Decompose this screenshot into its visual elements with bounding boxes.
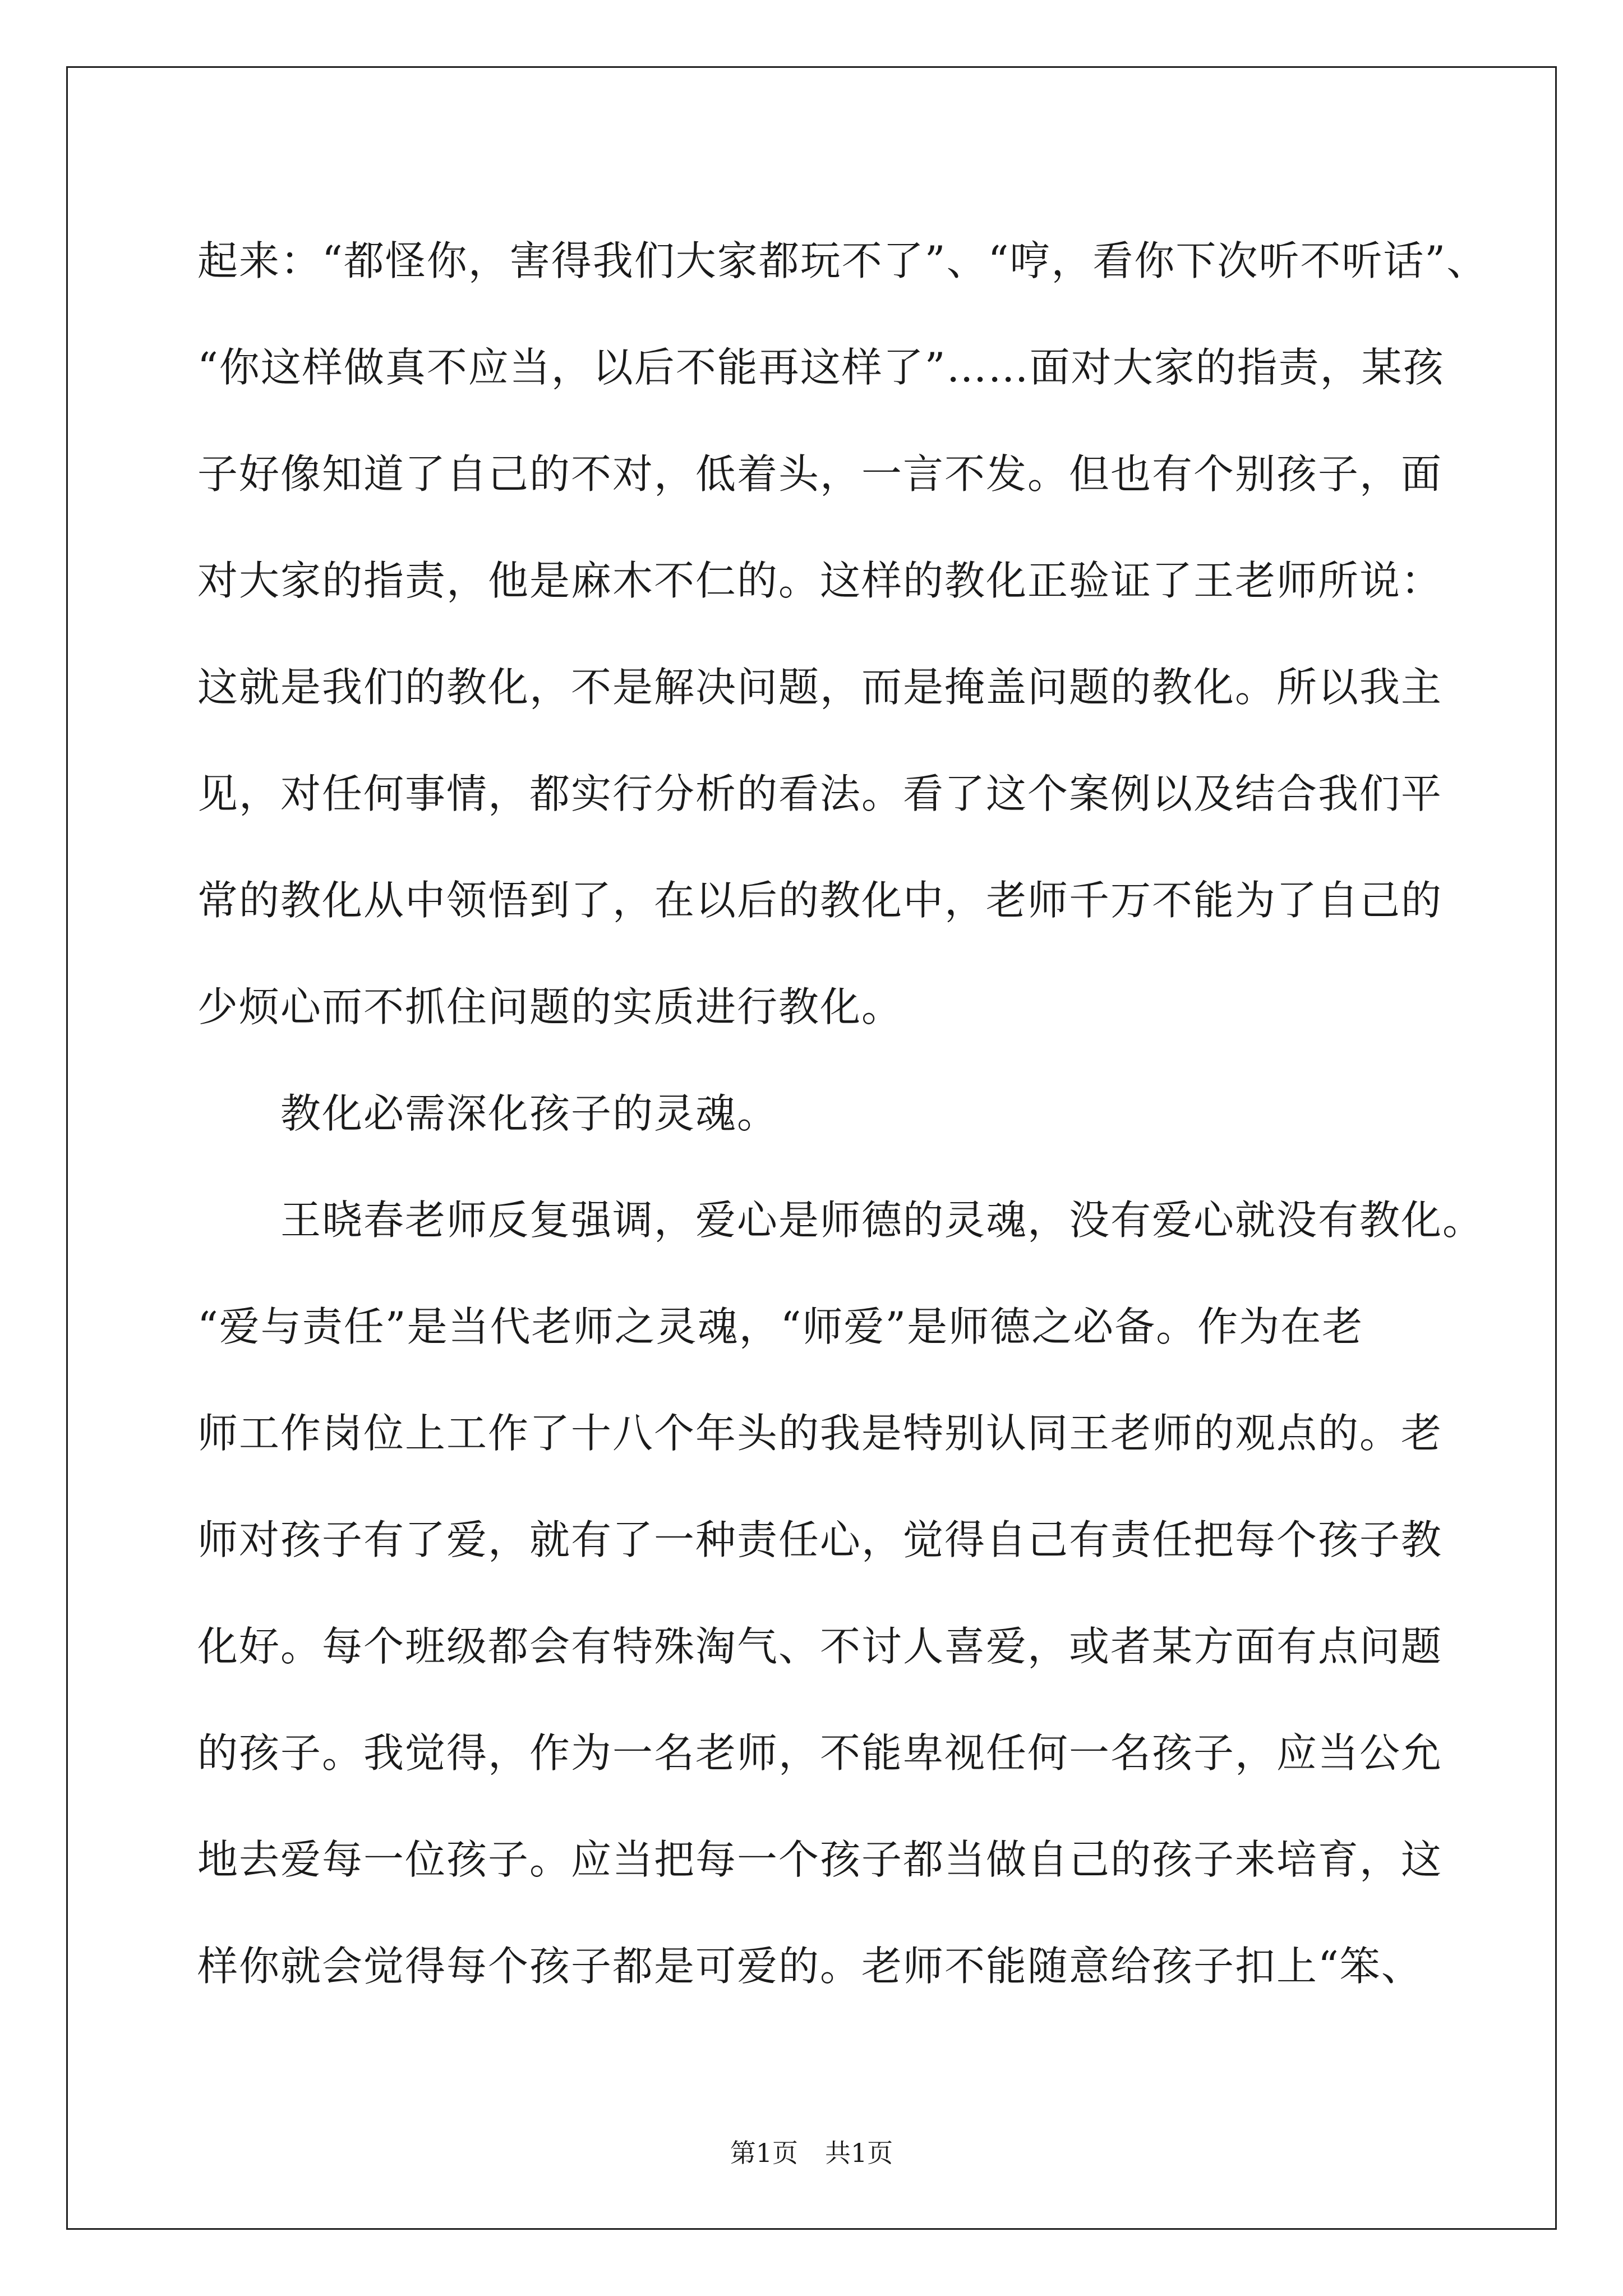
paragraph-start: 王晓春老师反复强调，爱心是师德的灵魂，没有爱心就没有教化。 [280, 1197, 1484, 1244]
text-line: 地去爱每一位孩子。应当把每一个孩子都当做自己的孩子来培育，这 [197, 1836, 1443, 1883]
text-line: 常的教化从中领悟到了，在以后的教化中，老师千万不能为了自己的 [197, 877, 1443, 924]
text-line: 师对孩子有了爱，就有了一种责任心，觉得自己有责任把每个孩子教 [197, 1516, 1443, 1563]
text-line: 的孩子。我觉得，作为一名老师，不能卑视任何一名孩子，应当公允 [197, 1729, 1443, 1777]
text-line: 样你就会觉得每个孩子都是可爱的。老师不能随意给孩子扣上“笨、 [197, 1943, 1423, 1990]
text-line: “爱与责任”是当代老师之灵魂，“师爱”是师德之必备。作为在老 [197, 1303, 1364, 1350]
section-heading: 教化必需深化孩子的灵魂。 [280, 1090, 779, 1137]
text-line: 师工作岗位上工作了十八个年头的我是特别认同王老师的观点的。老 [197, 1410, 1443, 1457]
text-line: 这就是我们的教化，不是解决问题，而是掩盖问题的教化。所以我主 [197, 664, 1443, 711]
page-footer [0, 2136, 1623, 2170]
text-line: 见，对任何事情，都实行分析的看法。看了这个案例以及结合我们平 [197, 770, 1443, 817]
page-count: 共1页 [825, 2138, 893, 2168]
page-number: 第1页 [730, 2138, 798, 2168]
text-line: 子好像知道了自己的不对，低着头，一言不发。但也有个别孩子，面 [197, 450, 1443, 498]
text-line: 化好。每个班级都会有特殊淘气、不讨人喜爱，或者某方面有点问题 [197, 1623, 1443, 1670]
document-body [197, 208, 1488, 2019]
text-line: 对大家的指责，他是麻木不仁的。这样的教化正验证了王老师所说： [197, 557, 1443, 604]
text-line: 起来：“都怪你，害得我们大家都玩不了”、“哼，看你下次听不听话”、 [197, 237, 1488, 284]
text-line: “你这样做真不应当，以后不能再这样了”……面对大家的指责，某孩 [197, 344, 1445, 391]
text-line: 少烦心而不抓住问题的实质进行教化。 [197, 983, 903, 1030]
